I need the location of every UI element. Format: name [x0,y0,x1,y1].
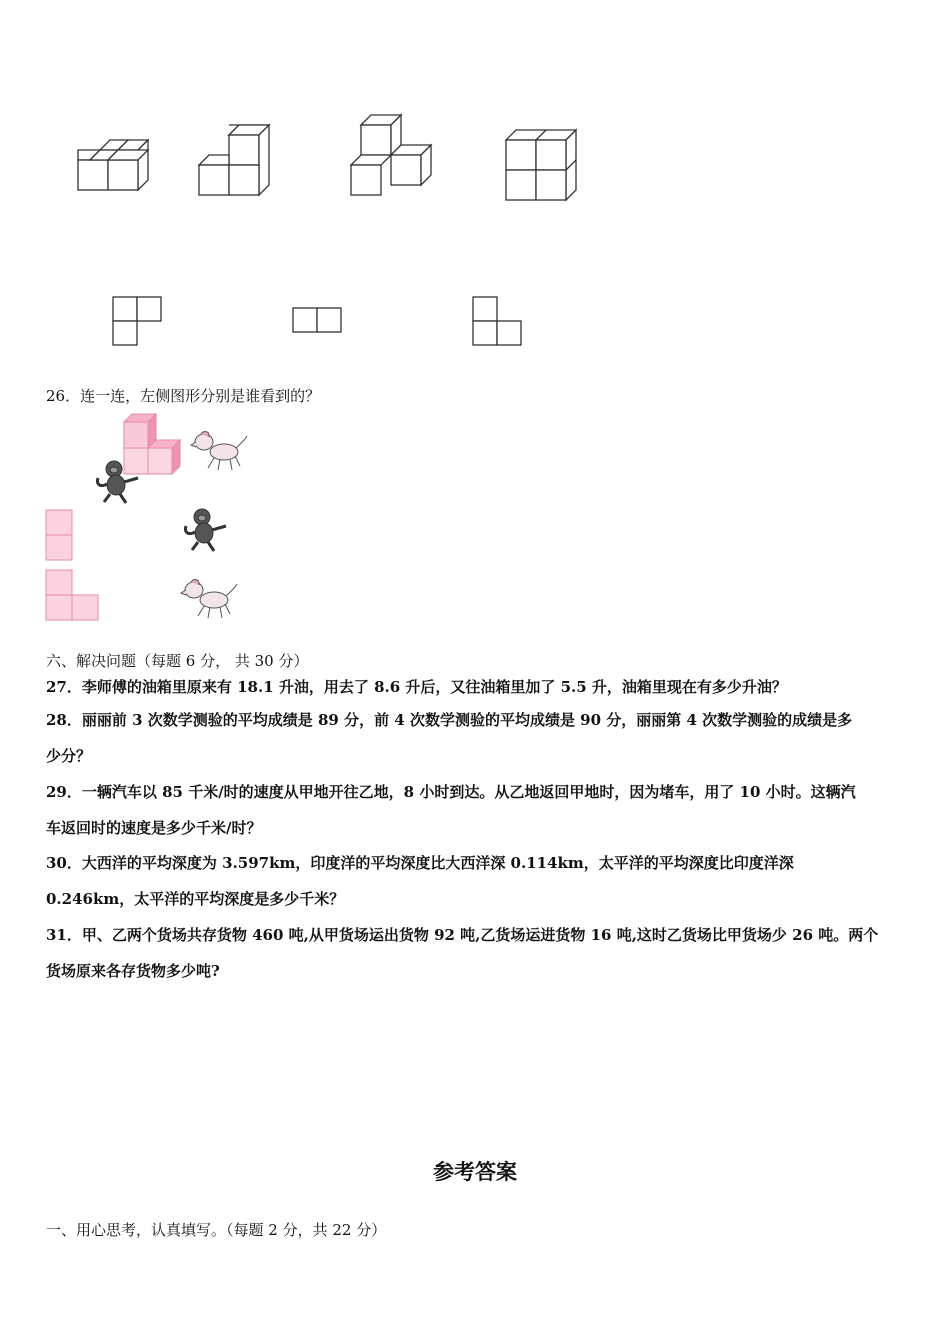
dog-icon [180,576,240,621]
pink-view-1 [44,508,76,562]
cube-figure-2 [195,120,285,200]
question-29-line-2: 车返回时的速度是多少千米/时？ [46,819,262,837]
question-31-line-2: 货场原来各存货物多少吨? [46,962,220,980]
answer-title: 参考答案 [433,1160,517,1184]
cube-figure-3 [345,110,445,205]
question-30-line-2: 0.246km，太平洋的平均深度是多少千米？ [46,890,345,908]
question-27: 27．李师傅的油箱里原来有 18.1 升油，用去了 8.6 升后，又往油箱里加了 5.5 升，油箱里现在有多少升油？ [46,678,787,696]
cube-figure-1 [70,135,160,205]
cube-figure-4 [500,125,590,210]
view-shape-3 [470,295,530,350]
question-30-line-1: 30．大西洋的平均深度为 3.597km，印度洋的平均深度比大西洋深 0.114km，太平洋的平均深度比印度洋深 [46,854,794,872]
question-26: 26．连一连，左侧图形分别是谁看到的？ [46,387,321,405]
question-28-line-2: 少分？ [46,747,92,765]
dog-icon [190,428,250,473]
question-29-line-1: 29．一辆汽车以 85 千米/时的速度从甲地开往乙地，8 小时到达。从乙地返回甲地时，因为堵车，用了 10 小时。这辆汽 [46,783,856,801]
view-shape-1 [110,295,170,350]
pink-view-2 [44,568,102,622]
monkey-icon [92,458,144,506]
question-31-line-1: 31．甲、乙两个货场共存货物 460 吨,从甲货场运出货物 92 吨,乙货场运进货物 16 吨,这时乙货场比甲货场少 26 吨。两个 [46,926,879,944]
section-header: 六、解决问题（每题 6 分， 共 30 分） [46,652,309,670]
section-header: 一、用心思考，认真填写。（每题 2 分，共 22 分） [46,1221,387,1239]
question-28-line-1: 28．丽丽前 3 次数学测验的平均成绩是 89 分，前 4 次数学测验的平均成绩是 90 分，丽丽第 4 次数学测验的成绩是多 [46,711,853,729]
view-shape-2 [290,305,350,340]
monkey-icon [180,506,232,554]
